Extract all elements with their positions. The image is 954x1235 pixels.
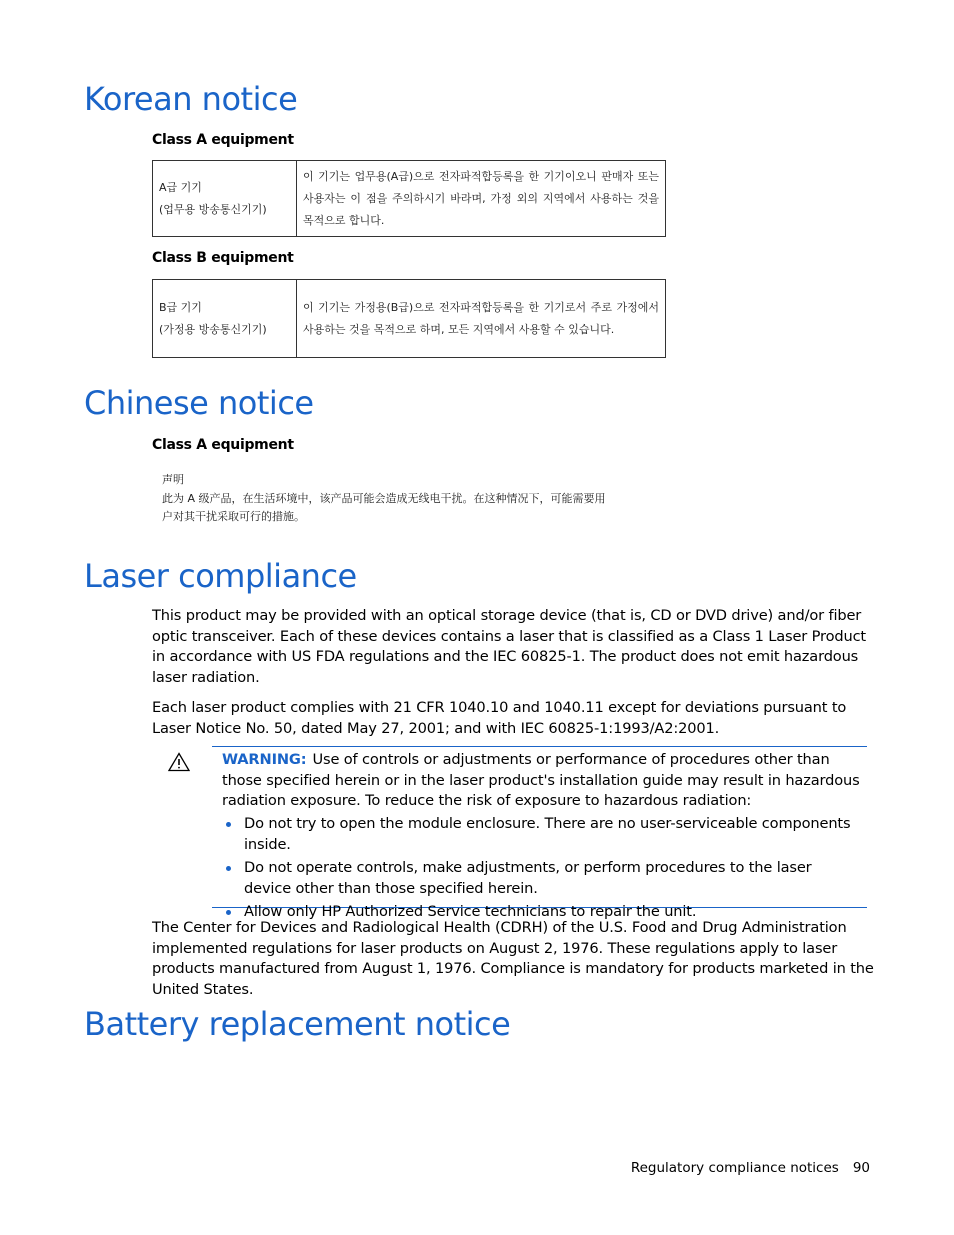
korean-class-a-label: Class A equipment	[152, 132, 294, 148]
korean-class-b-table	[152, 279, 666, 358]
bullet-icon	[226, 910, 231, 915]
chinese-line-3: 户对其干扰采取可行的措施。	[162, 510, 305, 523]
warning-list-item-text: Allow only HP Authorized Service technicians to repair the unit.	[244, 903, 697, 921]
footer-section-title: Regulatory compliance notices	[630, 1160, 839, 1176]
warning-label: WARNING:	[222, 751, 307, 768]
page-number: 90	[852, 1160, 870, 1176]
warning-text	[222, 750, 862, 812]
chinese-notice-heading: Chinese notice	[84, 384, 314, 422]
chinese-line-2: 此为 A 级产品，在生活环境中，该产品可能会造成无线电干扰。在这种情况下，可能需要用	[162, 491, 606, 505]
korean-class-b-label: Class B equipment	[152, 250, 294, 266]
laser-paragraph-1: This product may be provided with an optical storage device (that is, CD or DVD drive) and/or fiber optic transceiver. Each of these devices contains a laser that is classified as a Class 1 Laser Product in accordance with US FDA regulations and the IEC 60825-1. The product does not emit hazardous laser radiation.	[152, 607, 867, 686]
korean-class-a-right-cell: 이 기기는 업무용(A급)으로 전자파적합등록을 한 기기이오니 판매자 또는 사용자는 이 점을 주의하시기 바라며, 가정 외의 지역에서 사용하는 것을 목적으로 합니다.	[297, 161, 666, 237]
laser-paragraph-2: Each laser product complies with 21 CFR 1040.10 and 1040.11 except for deviations pursuant to Laser Notice No. 50, dated May 27, 2001; and with IEC 60825-1:1993/A2:2001.	[152, 699, 847, 737]
laser-paragraph-3: The Center for Devices and Radiological Health (CDRH) of the U.S. Food and Drug Administration implemented regulations for laser products on August 2, 1976. These regulations apply to laser products manufactured from August 1, 1976. Compliance is mandatory for products marketed in the United States.	[152, 919, 874, 998]
korean-class-b-left-cell	[153, 280, 297, 358]
warning-list	[222, 814, 862, 926]
chinese-notice-text	[162, 471, 652, 527]
bullet-icon	[226, 822, 231, 827]
warning-list-item	[222, 858, 862, 899]
korean-class-a-left-cell	[153, 161, 297, 237]
warning-triangle-icon	[168, 752, 190, 772]
page-footer	[631, 1158, 870, 1178]
battery-replacement-heading: Battery replacement notice	[84, 1005, 511, 1043]
warning-list-item-text: Do not try to open the module enclosure. There are no user-serviceable components inside.	[244, 815, 851, 853]
korean-class-b-right-cell: 이 기기는 가정용(B급)으로 전자파적합등록을 한 기기로서 주로 가정에서 사용하는 것을 목적으로 하며, 모든 지역에서 사용할 수 있습니다.	[297, 280, 666, 358]
korean-class-a-left-line2: (업무용 방송통신기기)	[159, 202, 267, 216]
warning-list-item-text: Do not operate controls, make adjustments, or perform procedures to the laser device other than those specified herein.	[244, 859, 812, 897]
bullet-icon	[226, 866, 231, 871]
laser-compliance-heading: Laser compliance	[84, 557, 357, 595]
korean-class-b-left-line1: B급 기기	[159, 300, 202, 314]
warning-body: Use of controls or adjustments or performance of procedures other than those specified herein or in the laser product's installation guide may result in hazardous radiation exposure. To reduce the risk of exposure to hazardous radiation:	[222, 751, 860, 810]
chinese-line-1: 声明	[162, 473, 184, 486]
korean-class-a-table	[152, 160, 666, 237]
chinese-class-a-label: Class A equipment	[152, 437, 294, 453]
korean-class-a-left-line1: A급 기기	[159, 180, 202, 194]
warning-list-item	[222, 814, 862, 855]
korean-class-b-left-line2: (가정용 방송통신기기)	[159, 322, 267, 336]
korean-notice-heading: Korean notice	[84, 80, 298, 118]
